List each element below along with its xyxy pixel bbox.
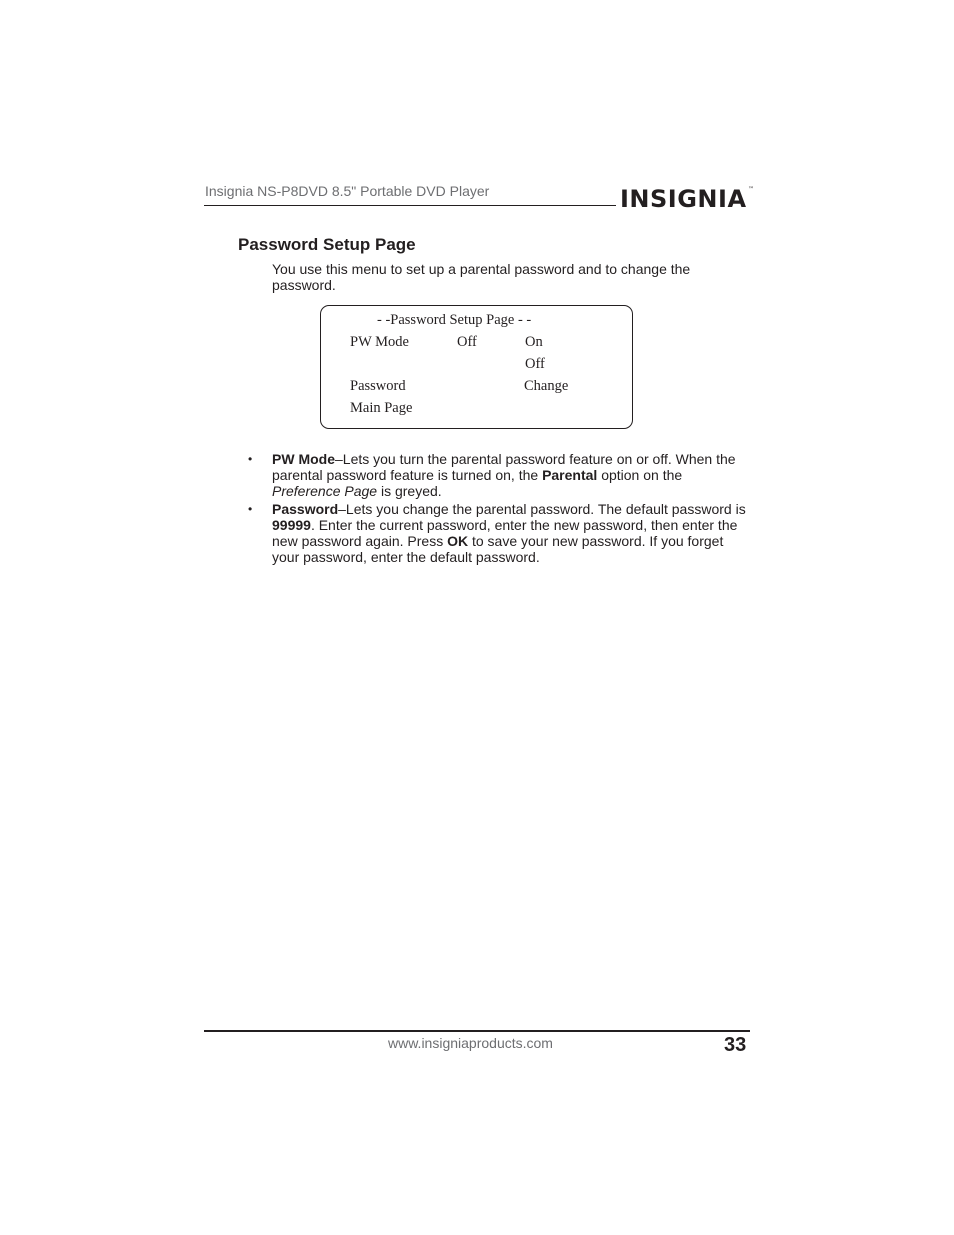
bullet-text: option on the <box>597 467 683 483</box>
bullet-bold: OK <box>447 533 469 549</box>
menu-title: - -Password Setup Page - - <box>377 312 532 328</box>
footer-url: www.insigniaproducts.com <box>388 1035 553 1051</box>
logo-trademark: ™ <box>748 186 754 193</box>
header-title: Insignia NS-P8DVD 8.5" Portable DVD Player <box>205 183 490 199</box>
intro-paragraph: You use this menu to set up a parental password and to change the password. <box>272 261 691 293</box>
bullet-bold: 99999 <box>272 517 311 533</box>
footer-rule <box>204 1030 750 1032</box>
bullet-term: PW Mode <box>272 451 335 467</box>
bullet-text: is greyed. <box>377 483 442 499</box>
bullet-text: –Lets you turn the parental password feature on or off. When the parental password feature is turned on, the <box>272 451 736 483</box>
menu-pw-mode-current: Off <box>457 334 477 350</box>
bullet-dot: • <box>248 452 253 466</box>
list-item <box>248 451 748 499</box>
bullet-bold: Parental <box>542 467 598 483</box>
bullet-text: –Lets you change the parental password. The default password is <box>338 501 746 517</box>
bullet-text: to save your new password. If you forget your password, enter the default password. <box>272 533 724 565</box>
bullet-list <box>248 451 748 567</box>
password-setup-menu-screen <box>320 305 633 429</box>
menu-main-page: Main Page <box>350 400 413 416</box>
header-rule <box>204 205 616 206</box>
menu-password-change: Change <box>524 378 569 394</box>
menu-pw-mode-label: PW Mode <box>350 334 409 350</box>
menu-option-off: Off <box>525 356 545 372</box>
bullet-term: Password <box>272 501 339 517</box>
page-number: 33 <box>724 1034 747 1056</box>
bullet-dot: • <box>248 502 253 516</box>
list-item <box>248 501 748 565</box>
bullet-italic: Preference Page <box>272 483 378 499</box>
menu-option-on: On <box>525 334 543 350</box>
section-heading: Password Setup Page <box>238 235 416 254</box>
menu-password-label: Password <box>350 378 406 394</box>
insignia-logo <box>620 177 755 217</box>
bullet-text: . Enter the current password, enter the new password, then enter the new password again. Press <box>272 517 738 549</box>
logo-wordmark: INSIGNIA <box>620 185 747 213</box>
